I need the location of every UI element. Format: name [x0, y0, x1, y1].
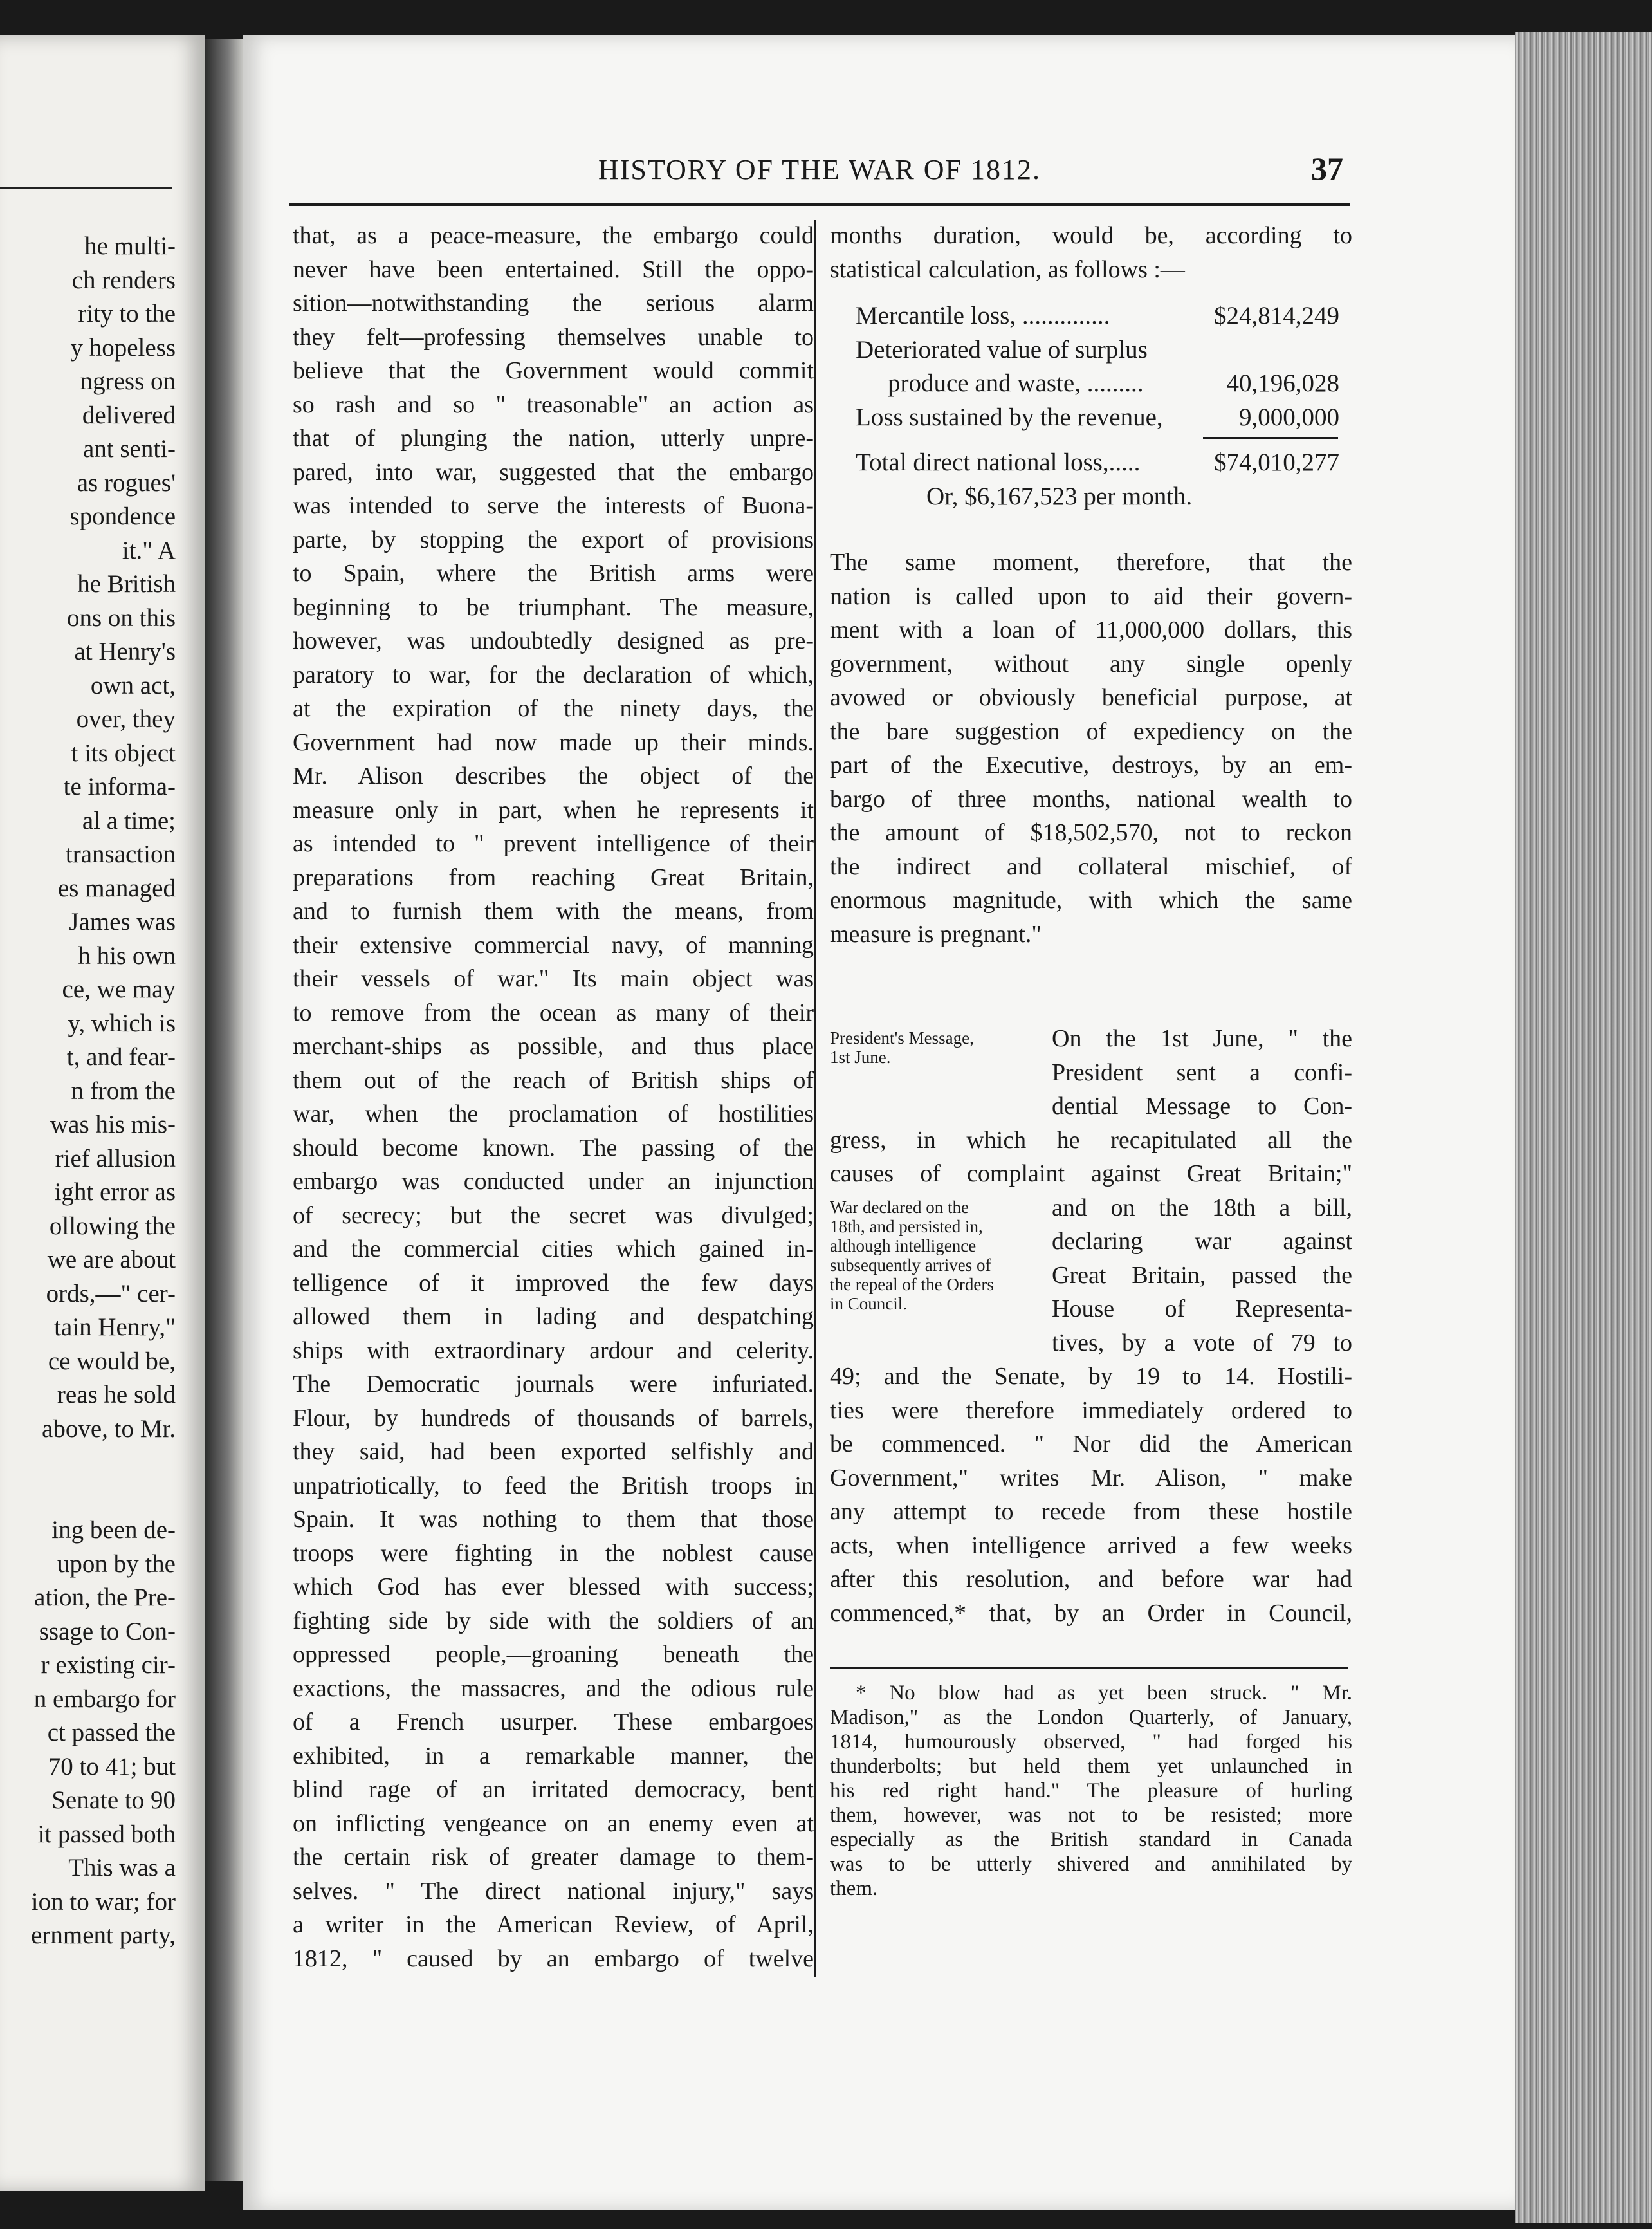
- left-page-line: ight error as: [54, 1178, 176, 1206]
- text-line: on inflicting vengeance on an enemy even at: [293, 1809, 814, 1837]
- left-page-line: 70 to 41; but: [48, 1752, 176, 1780]
- sidenote-line: 18th, and persisted in,: [830, 1216, 983, 1236]
- page-number: 37: [1311, 151, 1343, 187]
- sidenote-adjacent-text-1: [1052, 1022, 1352, 1124]
- left-page-line: Senate to 90: [51, 1786, 176, 1814]
- left-page-line: reas he sold: [57, 1381, 176, 1409]
- left-page-line: delivered: [82, 401, 176, 429]
- text-line: measure only in part, when he represents it: [293, 796, 814, 824]
- text-line: Great Britain, passed the: [1052, 1261, 1352, 1289]
- left-page-line: h his own: [78, 941, 176, 970]
- text-line: acts, when intelligence arrived a few weeks: [830, 1531, 1352, 1559]
- left-page-line: This was a: [68, 1854, 176, 1882]
- left-page-line: ant senti-: [82, 435, 176, 463]
- left-page-line: ce, we may: [62, 976, 176, 1003]
- loss-table: [830, 299, 1352, 434]
- sidenote-line: President's Message,: [830, 1028, 974, 1048]
- sidenote-line: although intelligence: [830, 1235, 977, 1255]
- text-line: government, without any single openly: [830, 650, 1352, 678]
- text-line: * No blow had as yet been struck. " Mr.: [856, 1681, 1352, 1705]
- text-line: to Spain, where the British arms were: [293, 560, 814, 587]
- text-line: his red right hand." The pleasure of hurling: [830, 1779, 1352, 1802]
- sidenote-line: in Council.: [830, 1293, 907, 1313]
- sidenote-block-1: [830, 1022, 1352, 1124]
- left-page-line: James was: [69, 908, 176, 936]
- text-line: Flour, by hundreds of thousands of barrels,: [293, 1404, 814, 1432]
- left-page-line: y hopeless: [70, 333, 176, 362]
- text-line: troops were fighting in the noblest cause: [293, 1539, 814, 1567]
- text-line: was to be utterly shivered and annihilated by: [830, 1853, 1352, 1876]
- footnote-rule: [830, 1667, 1348, 1669]
- text-line: that, as a peace-measure, the embargo could: [293, 222, 814, 249]
- left-page-line: above, to Mr.: [42, 1414, 176, 1443]
- left-page-line: rief allusion: [55, 1144, 176, 1172]
- left-page-line: ation, the Pre-: [34, 1584, 176, 1611]
- text-line: them.: [830, 1877, 878, 1900]
- text-line: especially as the British standard in Canada: [830, 1828, 1352, 1851]
- left-page-text: [0, 230, 205, 1953]
- running-head: HISTORY OF THE WAR OF 1812.: [598, 154, 1042, 185]
- text-line: parte, by stopping the export of provisions: [293, 526, 814, 553]
- text-line: months duration, would be, according to: [830, 222, 1352, 249]
- text-line: pared, into war, suggested that the embargo: [293, 458, 814, 486]
- header-rule: [289, 203, 1350, 206]
- column-right: [830, 219, 1352, 1901]
- text-line: embargo was conducted under an injunction: [293, 1168, 814, 1195]
- left-page-line: it passed both: [37, 1820, 176, 1848]
- text-line: unpatriotically, to feed the British troops in: [293, 1472, 814, 1499]
- text-line: them out of the reach of British ships of: [293, 1066, 814, 1094]
- text-line: tives, by a vote of 79 to: [1052, 1329, 1352, 1356]
- left-page-line: t its object: [71, 739, 176, 767]
- sidenote-line: 1st June.: [830, 1048, 891, 1067]
- text-line: telligence of it improved the few days: [293, 1269, 814, 1297]
- left-page-line: tain Henry,": [54, 1313, 176, 1341]
- text-line: part of the Executive, destroys, by an em-: [830, 752, 1352, 779]
- text-line: preparations from reaching Great Britain,: [293, 864, 814, 891]
- text-line: 1812, " caused by an embargo of twelve: [293, 1945, 814, 1972]
- loss-table-row: [830, 299, 1352, 333]
- text-line: nation is called upon to aid their govern-: [830, 582, 1352, 610]
- text-line: the amount of $18,502,570, not to reckon: [830, 819, 1352, 846]
- text-line: allowed them in lading and despatching: [293, 1303, 814, 1330]
- loss-total-label: Total direct national loss,.....: [856, 449, 1141, 476]
- left-page-line: over, they: [76, 705, 176, 733]
- loss-table-row: [830, 401, 1352, 435]
- text-line: should become known. The passing of the: [293, 1134, 814, 1161]
- text-line: enormous magnitude, with which the same: [830, 887, 1352, 914]
- text-line: President sent a confi-: [1052, 1059, 1352, 1086]
- text-line: 49; and the Senate, by 19 to 14. Hostili-: [830, 1363, 1352, 1390]
- column-right-continuation-2: [830, 1360, 1352, 1630]
- text-line: avowed or obviously beneficial purpose, at: [830, 684, 1352, 711]
- text-line: and on the 18th a bill,: [1052, 1194, 1352, 1221]
- text-line: Madison," as the London Quarterly, of January,: [830, 1706, 1352, 1729]
- left-page-line: spondence: [69, 503, 176, 530]
- text-line: House of Representa-: [1052, 1295, 1352, 1322]
- text-line: their extensive commercial navy, of manning: [293, 931, 814, 959]
- left-page-line: ssage to Con-: [39, 1617, 176, 1645]
- sidenote-adjacent-text-2: [1052, 1191, 1352, 1360]
- left-page-line: ce would be,: [48, 1347, 176, 1375]
- loss-label: Loss sustained by the revenue,: [856, 403, 1163, 431]
- left-page-line: ion to war; for: [31, 1887, 176, 1916]
- text-line: a writer in the American Review, of April,: [293, 1911, 814, 1938]
- loss-label: Mercantile loss, ..............: [856, 302, 1110, 329]
- left-page-line: y, which is: [68, 1009, 176, 1037]
- left-page-line: [0, 1446, 205, 1513]
- text-line: and to furnish them with the means, from: [293, 898, 814, 925]
- text-line: to remove from the ocean as many of their: [293, 999, 814, 1026]
- left-page-line: we are about: [47, 1246, 176, 1273]
- text-line: exhibited, in a remarkable manner, the: [293, 1742, 814, 1770]
- left-page-line: t, and fear-: [66, 1043, 176, 1071]
- left-page-line: ch renders: [71, 266, 176, 294]
- text-line: never have been entertained. Still the oppo-: [293, 255, 814, 283]
- left-page-line: he British: [77, 570, 176, 598]
- loss-per-month: Or, $6,167,523 per month.: [926, 482, 1193, 510]
- text-line: dential Message to Con-: [1052, 1093, 1352, 1120]
- loss-label: produce and waste, .........: [888, 369, 1144, 397]
- loss-label: Deteriorated value of surplus: [856, 335, 1148, 364]
- text-line: however, was undoubtedly designed as pre-: [293, 627, 814, 654]
- text-line: ships with extraordinary ardour and celerity.: [293, 1336, 814, 1364]
- text-line: causes of complaint against Great Britain;": [830, 1160, 1352, 1187]
- left-page-line: at Henry's: [74, 638, 176, 665]
- text-line: oppressed people,—groaning beneath the: [293, 1641, 814, 1668]
- loss-table-row: [830, 333, 1352, 367]
- text-line: Spain. It was nothing to them that those: [293, 1506, 814, 1533]
- left-page-line: n embargo for: [33, 1685, 176, 1713]
- left-page-line: r existing cir-: [41, 1651, 176, 1679]
- text-line: blind rage of an irritated democracy, bent: [293, 1776, 814, 1803]
- text-line: On the 1st June, " the: [1052, 1025, 1352, 1052]
- column-rule: [814, 220, 816, 1977]
- left-page-line: as rogues': [77, 468, 176, 497]
- text-line: the bare suggestion of expediency on the: [830, 717, 1352, 745]
- text-line: of a French usurper. These embargoes: [293, 1708, 814, 1735]
- column-right-continuation-1: [830, 1124, 1352, 1191]
- text-line: bargo of three months, national wealth to: [830, 785, 1352, 813]
- text-line: the certain risk of greater damage to them-: [293, 1844, 814, 1871]
- text-line: they felt—professing themselves unable to: [293, 323, 814, 351]
- left-page-line: ernment party,: [31, 1921, 176, 1949]
- sidenote-line: War declared on the: [830, 1197, 969, 1217]
- left-page-line: was his mis-: [50, 1111, 176, 1138]
- left-page-line: rity to the: [78, 300, 176, 328]
- sidenote-line: the repeal of the Orders: [830, 1274, 994, 1294]
- loss-value: 40,196,028: [1226, 369, 1339, 397]
- text-line: paratory to war, for the declaration of which,: [293, 661, 814, 689]
- left-page-line: ollowing the: [49, 1212, 176, 1240]
- loss-value: $24,814,249: [1214, 302, 1339, 329]
- loss-table-row: [830, 367, 1352, 401]
- left-page-line: it." A: [122, 536, 176, 564]
- text-line: fighting side by side with the soldiers of an: [293, 1607, 814, 1634]
- text-line: declaring war against: [1052, 1228, 1352, 1255]
- left-page-line: ons on this: [66, 604, 176, 632]
- text-line: which God has ever blessed with success;: [293, 1573, 814, 1600]
- text-line: any attempt to recede from these hostile: [830, 1498, 1352, 1525]
- left-page-line: own act,: [90, 671, 176, 699]
- text-line: their vessels of war." Its main object was: [293, 965, 814, 992]
- text-line: was intended to serve the interests of Buona-: [293, 492, 814, 519]
- loss-total-value: $74,010,277: [1214, 449, 1339, 476]
- sidenote-line: subsequently arrives of: [830, 1255, 991, 1275]
- left-page-line: ing been de-: [51, 1516, 176, 1544]
- text-line: selves. " The direct national injury," says: [293, 1877, 814, 1905]
- text-line: measure is pregnant.": [830, 920, 1042, 948]
- left-page-fragment: [0, 35, 205, 2191]
- text-line: 1814, humourously observed, " had forged his: [830, 1730, 1352, 1753]
- column-right-intro: [830, 219, 1352, 286]
- footnote: [830, 1681, 1352, 1901]
- text-line: at the expiration of the ninety days, the: [293, 695, 814, 722]
- sidenote-presidents-message: [830, 1022, 1052, 1124]
- page-edges: [1515, 32, 1652, 2223]
- loss-table-rule: [1203, 437, 1338, 439]
- text-line: sition—notwithstanding the serious alarm: [293, 290, 814, 317]
- text-line: after this resolution, and before war had: [830, 1566, 1352, 1593]
- text-line: Mr. Alison describes the object of the: [293, 763, 814, 790]
- sidenote-war-declared: [830, 1191, 1052, 1360]
- left-page-line: al a time;: [82, 806, 176, 835]
- text-line: thunderbolts; but held them yet unlaunched in: [830, 1755, 1352, 1778]
- loss-value: 9,000,000: [1239, 403, 1339, 431]
- left-page-line: te informa-: [63, 773, 176, 800]
- column-left: [293, 219, 814, 1975]
- text-line: gress, in which he recapitulated all the: [830, 1126, 1352, 1154]
- text-line: ties were therefore immediately ordered to: [830, 1396, 1352, 1424]
- text-line: war, when the proclamation of hostilities: [293, 1100, 814, 1127]
- left-page-line: he multi-: [84, 232, 176, 260]
- text-line: them, however, was not to be resisted; more: [830, 1804, 1352, 1827]
- left-page-line: n from the: [71, 1077, 176, 1105]
- left-page-line: upon by the: [57, 1549, 176, 1578]
- text-line: commenced,* that, by an Order in Council,: [830, 1599, 1352, 1627]
- text-line: and the commercial cities which gained in-: [293, 1235, 814, 1262]
- left-page-rule: [0, 187, 172, 189]
- text-line: Government," writes Mr. Alison, " make: [830, 1464, 1352, 1492]
- text-line: so rash and so " treasonable" an action as: [293, 391, 814, 418]
- text-line: statistical calculation, as follows :—: [830, 255, 1185, 283]
- text-line: exactions, the massacres, and the odious rule: [293, 1674, 814, 1702]
- left-page-line: es managed: [57, 874, 176, 902]
- text-line: the indirect and collateral mischief, of: [830, 853, 1352, 880]
- left-page-line: ct passed the: [47, 1719, 176, 1746]
- text-line: believe that the Government would commit: [293, 357, 814, 384]
- text-line: The Democratic journals were infuriated.: [293, 1371, 814, 1398]
- loss-total-row: [830, 446, 1352, 480]
- text-line: as intended to " prevent intelligence of their: [293, 830, 814, 857]
- left-page-line: transaction: [65, 840, 176, 868]
- text-line: The same moment, therefore, that the: [830, 549, 1352, 576]
- column-right-paragraph: [830, 546, 1352, 951]
- left-page-line: ords,—" cer-: [46, 1279, 176, 1308]
- book-gutter: [205, 39, 243, 2181]
- text-line: ment with a loan of 11,000,000 dollars, this: [830, 616, 1352, 643]
- text-line: that of plunging the nation, utterly unpre-: [293, 425, 814, 452]
- sidenote-block-2: [830, 1191, 1352, 1360]
- left-page-line: ngress on: [80, 367, 176, 395]
- text-line: of secrecy; but the secret was divulged;: [293, 1201, 814, 1229]
- text-line: merchant-ships as possible, and thus place: [293, 1033, 814, 1060]
- text-line: Government had now made up their minds.: [293, 728, 814, 756]
- text-line: be commenced. " Nor did the American: [830, 1430, 1352, 1457]
- text-line: they said, had been exported selfishly and: [293, 1438, 814, 1465]
- text-line: beginning to be triumphant. The measure,: [293, 593, 814, 621]
